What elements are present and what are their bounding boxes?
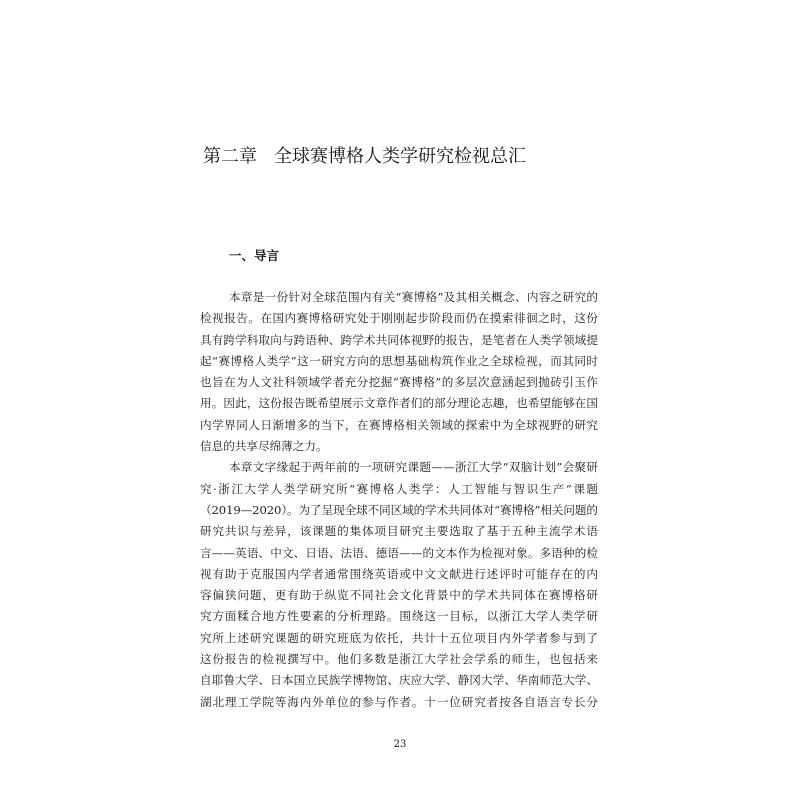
body-text-line: 起“赛博格人类学”这一研究方向的思想基础构筑作业之全球检视，而其同时	[200, 353, 599, 368]
body-text-line: 内学界同人日渐增多的当下，在赛博格相关领域的探索中为全球视野的研究	[200, 417, 599, 432]
chapter-name: 全球赛博格人类学研究检视总汇	[274, 146, 526, 167]
chapter-title	[203, 146, 526, 168]
body-text-line: 本章文字缘起于两年前的一项研究课题——浙江大学“双脑计划”会聚研	[229, 460, 599, 475]
body-text-line: 究所上述研究课题的研究班底为依托，共计十五位项目内外学者参与到了	[200, 630, 599, 645]
body-text	[200, 287, 598, 713]
page-number: 23	[393, 739, 407, 750]
paragraph	[200, 457, 598, 713]
body-text-line: 自耶鲁大学、日本国立民族学博物馆、庆应大学、静冈大学、华南师范大学、	[200, 673, 599, 688]
body-text-line: 容偏狭问题，更有助于纵览不同社会文化背景中的学术共同体在赛博格研	[200, 588, 599, 603]
body-text-line: 也旨在为人文社科领域学者充分挖掘“赛博格”的多层次意涵起到抛砖引玉作	[200, 375, 599, 390]
chapter-number: 第二章	[203, 146, 257, 167]
body-text-line: 湖北理工学院等海内外单位的参与作者。十一位研究者按各自语言专长分	[200, 694, 599, 709]
body-text-line: 视有助于克服国内学者通常围绕英语或中文文献进行述评时可能存在的内	[200, 566, 599, 581]
section-heading: 一、导言	[229, 248, 280, 263]
paragraph	[200, 287, 598, 457]
body-text-line: 检视报告。在国内赛博格研究处于刚刚起步阶段而仍在摸索徘徊之时，这份	[200, 311, 599, 326]
body-text-line: 用。因此，这份报告既希望展示文章作者们的部分理论志趣，也希望能够在国	[200, 396, 599, 411]
body-text-line: （2019—2020）。为了呈现全球不同区域的学术共同体对“赛博格”相关问题的	[200, 502, 598, 517]
body-text-line: 本章是一份针对全球范围内有关“赛博格”及其相关概念、内容之研究的	[229, 290, 599, 304]
body-text-line: 究方面糅合地方性要素的分析理路。围绕这一目标，以浙江大学人类学研	[200, 609, 599, 624]
body-text-line: 这份报告的检视撰写中。他们多数是浙江大学社会学系的师生，也包括来	[200, 652, 599, 667]
body-text-line: 研究共识与差异，该课题的集体项目研究主要选取了基于五种主流学术语	[200, 524, 599, 539]
body-text-line: 言——英语、中文、日语、法语、德语——的文本作为检视对象。多语种的检	[200, 545, 599, 560]
body-text-line: 具有跨学科取向与跨语种、跨学术共同体视野的报告，是笔者在人类学领域提	[200, 332, 599, 347]
body-text-line: 究·浙江大学人类学研究所“赛博格人类学：人工智能与智识生产”课题	[200, 481, 600, 496]
body-text-line: 信息的共享尽绵薄之力。	[200, 439, 328, 454]
